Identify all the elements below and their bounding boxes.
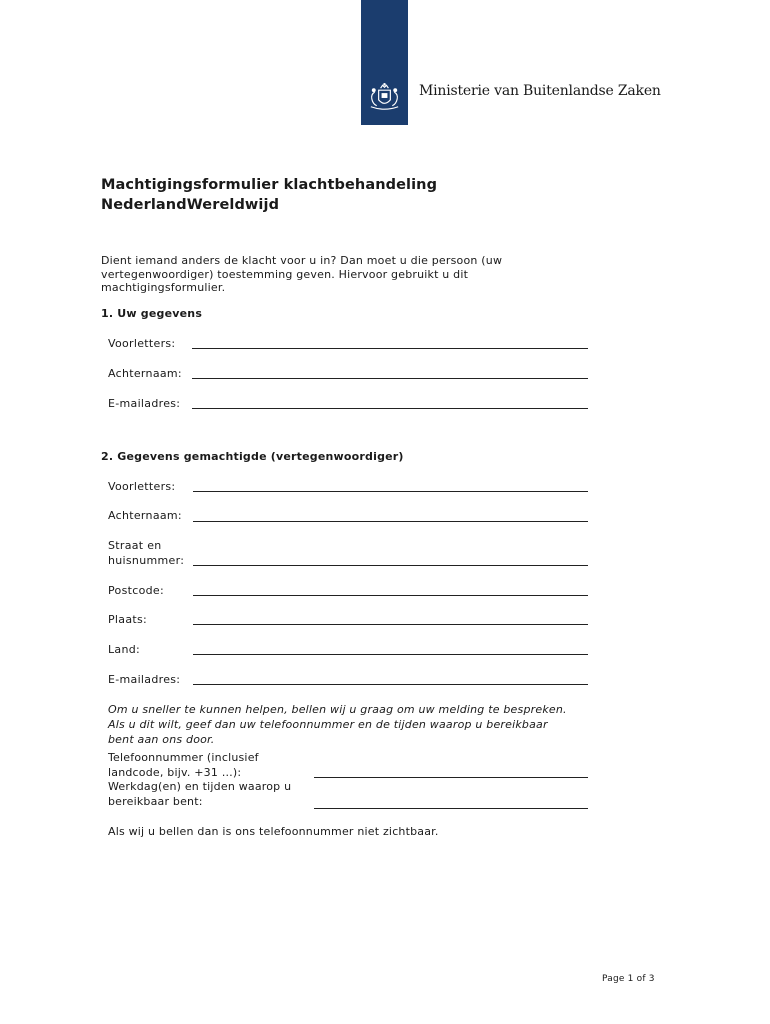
field-label-rep-postcode: Postcode:	[108, 584, 164, 597]
label-line: Straat en	[108, 539, 162, 552]
field-label-initials: Voorletters:	[108, 337, 176, 350]
label-line: bereikbaar bent:	[108, 794, 203, 808]
intro-line: machtigingsformulier.	[101, 281, 226, 294]
note-line: bent aan ons door.	[108, 733, 215, 746]
hours-label	[108, 780, 308, 809]
title-line: Machtigingsformulier klachtbehandeling	[101, 177, 438, 193]
rep-initials-input-line[interactable]	[193, 491, 588, 492]
field-label-surname: Achternaam:	[108, 367, 182, 380]
surname-input-line[interactable]	[192, 378, 588, 379]
intro-text	[101, 254, 541, 295]
callback-note	[108, 702, 598, 747]
label-line: landcode, bijv. +31 …):	[108, 765, 242, 779]
dutch-royal-crest-icon	[365, 80, 404, 114]
field-label-rep-street	[108, 538, 184, 568]
email-input-line[interactable]	[192, 408, 588, 409]
field-label-rep-country: Land:	[108, 643, 141, 656]
note-line: Om u sneller te kunnen helpen, bellen wij u graag om uw melding te bespreken.	[108, 703, 567, 716]
field-label-email: E-mailadres:	[108, 397, 181, 410]
label-line: huisnummer:	[108, 554, 185, 567]
intro-line: Dient iemand anders de klacht voor u in? Dan moet u die persoon (uw	[101, 254, 503, 267]
phone-label	[108, 751, 308, 780]
rep-surname-input-line[interactable]	[193, 521, 588, 522]
hours-input-line[interactable]	[314, 808, 588, 809]
ministry-name: Ministerie van Buitenlandse Zaken	[419, 83, 661, 99]
field-label-rep-city: Plaats:	[108, 613, 148, 626]
phone-input-line[interactable]	[314, 777, 588, 778]
rep-postcode-input-line[interactable]	[193, 595, 588, 596]
rep-country-input-line[interactable]	[193, 654, 588, 655]
label-line: Werkdag(en) en tijden waarop u	[108, 780, 292, 793]
document-title	[101, 175, 621, 215]
phone-privacy-note: Als wij u bellen dan is ons telefoonnummer niet zichtbaar.	[108, 825, 439, 838]
field-label-rep-email: E-mailadres:	[108, 673, 181, 686]
section-heading-representative: 2. Gegevens gemachtigde (vertegenwoordiger)	[101, 450, 404, 463]
rep-street-input-line[interactable]	[193, 565, 588, 566]
note-line: Als u dit wilt, geef dan uw telefoonnummer en de tijden waarop u bereikbaar	[108, 718, 548, 731]
ministry-logo-bar	[361, 0, 408, 125]
section-heading-your-details: 1. Uw gegevens	[101, 307, 203, 320]
title-line: NederlandWereldwijd	[101, 197, 280, 213]
field-label-rep-surname: Achternaam:	[108, 509, 182, 522]
field-label-rep-initials: Voorletters:	[108, 480, 176, 493]
initials-input-line[interactable]	[192, 348, 588, 349]
intro-line: vertegenwoordiger) toestemming geven. Hiervoor gebruikt u dit	[101, 267, 469, 281]
rep-city-input-line[interactable]	[193, 624, 588, 625]
label-line: Telefoonnummer (inclusief	[108, 751, 259, 764]
page-number: Page 1 of 3	[602, 974, 655, 984]
rep-email-input-line[interactable]	[193, 684, 588, 685]
